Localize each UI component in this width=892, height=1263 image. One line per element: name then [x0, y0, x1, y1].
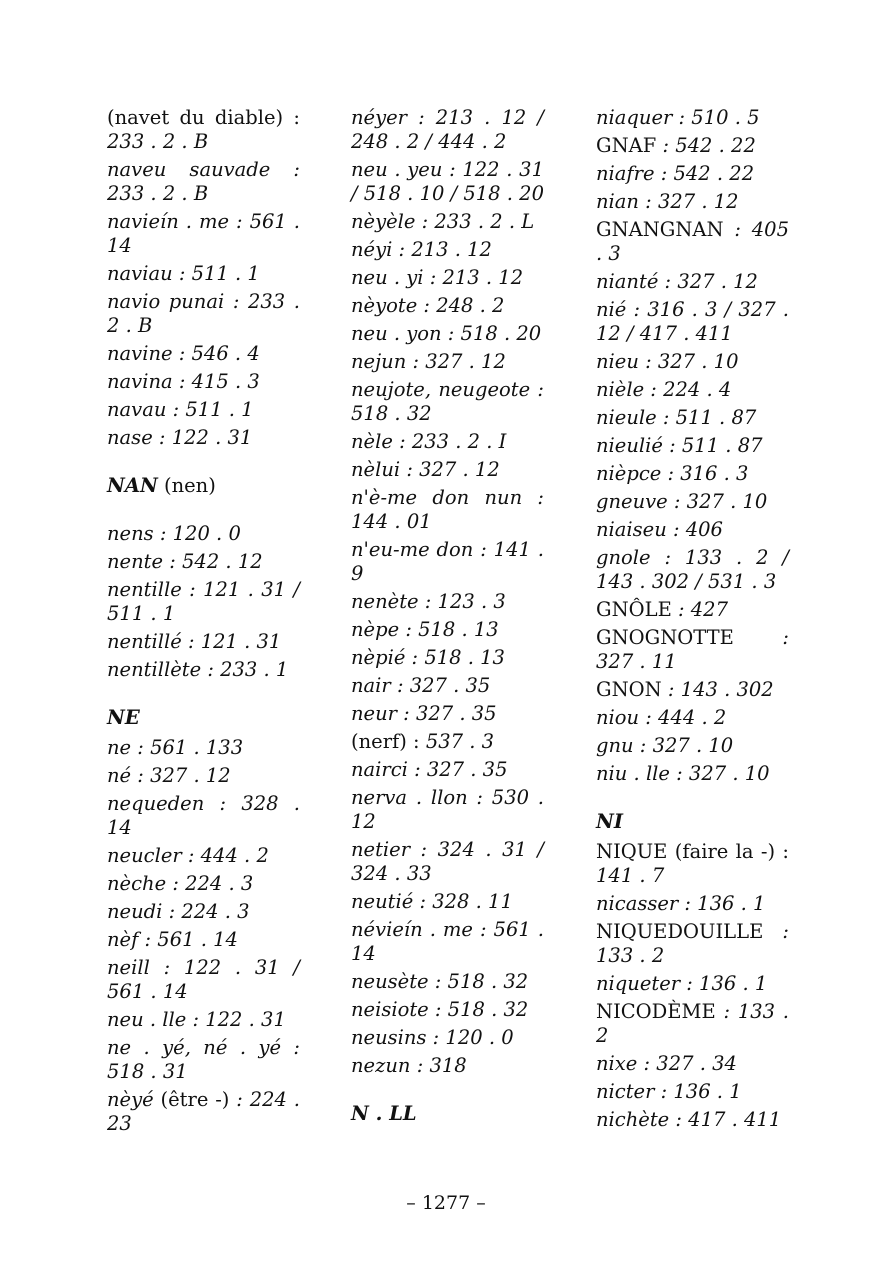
- index-entry: [107, 928, 300, 952]
- index-entry: [351, 294, 544, 318]
- entry-text: nerva . llon : 530 . 12: [351, 786, 544, 833]
- index-column-3: [596, 106, 789, 1136]
- index-entry: [351, 998, 544, 1022]
- entry-text: nentillé : 121 . 31: [107, 630, 282, 653]
- index-entry: [107, 550, 300, 574]
- index-entry: [596, 350, 789, 374]
- entry-text: GNON: [596, 678, 662, 701]
- entry-text: nèyèle : 233 . 2 . L: [351, 210, 535, 233]
- entry-text: neu . lle : 122 . 31: [107, 1008, 286, 1031]
- entry-text: nenète : 123 . 3: [351, 590, 506, 613]
- entry-text: nèpe : 518 . 13: [351, 618, 499, 641]
- index-entry: [596, 1108, 789, 1132]
- index-entry: [107, 764, 300, 788]
- index-entry: [107, 290, 300, 338]
- entry-text: neu . yon : 518 . 20: [351, 322, 542, 345]
- index-entry: [596, 734, 789, 758]
- entry-text: naveu sauvade : 233 . 2 . B: [107, 158, 300, 205]
- heading-text: NI: [596, 810, 623, 833]
- entry-text: nezun : 318: [351, 1054, 467, 1077]
- entry-text: n'eu-me don : 141 . 9: [351, 538, 544, 585]
- entry-text: navau : 511 . 1: [107, 398, 254, 421]
- index-entry: [107, 1008, 300, 1032]
- heading-text: N . LL: [351, 1102, 417, 1125]
- entry-text: : 133 . 2: [596, 920, 789, 967]
- index-entry: [351, 1054, 544, 1078]
- index-entry: [596, 626, 789, 674]
- index-entry: [596, 406, 789, 430]
- entry-text: neu . yi : 213 . 12: [351, 266, 524, 289]
- index-entry: [351, 786, 544, 834]
- entry-text: : 143 . 302: [661, 678, 774, 701]
- entry-text: nèf : 561 . 14: [107, 928, 238, 951]
- entry-text: neucler : 444 . 2: [107, 844, 269, 867]
- index-entry: [351, 618, 544, 642]
- entry-text: 233 . 2 . B: [107, 130, 209, 153]
- index-entry: [596, 218, 789, 266]
- index-entry: [596, 706, 789, 730]
- entry-text: : 224 . 23: [107, 1088, 300, 1135]
- index-entry: [107, 522, 300, 546]
- index-entry: [107, 342, 300, 366]
- entry-text: navine : 546 . 4: [107, 342, 260, 365]
- index-entry: [107, 1036, 300, 1084]
- entry-text: nié : 316 . 3 / 327 . 12 / 417 . 411: [596, 298, 789, 345]
- page-number: – 1277 –: [406, 1192, 486, 1214]
- entry-text: nièle : 224 . 4: [596, 378, 732, 401]
- index-entry: [351, 890, 544, 914]
- index-entry: [596, 462, 789, 486]
- entry-text: : 542 . 22: [656, 134, 756, 157]
- entry-text: neu . yeu : 122 . 31 / 518 . 10 / 518 . 20: [351, 158, 544, 205]
- entry-text: nèlui : 327 . 12: [351, 458, 500, 481]
- index-entry: [107, 736, 300, 760]
- index-entry: [107, 426, 300, 450]
- entry-text: : 133 . 2: [596, 1000, 789, 1047]
- entry-text: nentille : 121 . 31 / 511 . 1: [107, 578, 300, 625]
- heading-text: NAN: [107, 474, 158, 497]
- index-entry: [107, 844, 300, 868]
- index-entry: [107, 262, 300, 286]
- index-entry: [596, 598, 789, 622]
- entry-text: névieín . me : 561 . 14: [351, 918, 544, 965]
- index-entry: [351, 730, 544, 754]
- index-entry: [351, 106, 544, 154]
- index-entry: [107, 900, 300, 924]
- entry-text: 141 . 7: [596, 864, 665, 887]
- index-column-2: [351, 106, 544, 1132]
- entry-text: nequeden : 328 . 14: [107, 792, 300, 839]
- index-entry: [107, 872, 300, 896]
- index-entry: [596, 162, 789, 186]
- index-column-1: [107, 106, 300, 1140]
- entry-text: neujote, neugeote : 518 . 32: [351, 378, 544, 425]
- index-entry: [351, 430, 544, 454]
- entry-text: nèche : 224 . 3: [107, 872, 254, 895]
- index-entry: [596, 972, 789, 996]
- index-entry: [596, 270, 789, 294]
- entry-text: netier : 324 . 31 / 324 . 33: [351, 838, 544, 885]
- entry-text: nicasser : 136 . 1: [596, 892, 766, 915]
- entry-text: nèle : 233 . 2 . I: [351, 430, 507, 453]
- index-entry: [107, 106, 300, 154]
- entry-text: nieulié : 511 . 87: [596, 434, 763, 457]
- index-entry: [596, 892, 789, 916]
- entry-text: naviau : 511 . 1: [107, 262, 260, 285]
- entry-text: navio punai : 233 . 2 . B: [107, 290, 300, 337]
- index-entry: [107, 398, 300, 422]
- entry-text: niqueter : 136 . 1: [596, 972, 768, 995]
- index-entry: [351, 210, 544, 234]
- index-entry: [107, 210, 300, 258]
- entry-text: nair : 327 . 35: [351, 674, 491, 697]
- index-entry: [107, 956, 300, 1004]
- section-heading: [351, 1102, 544, 1126]
- entry-text: niou : 444 . 2: [596, 706, 727, 729]
- index-entry: [596, 762, 789, 786]
- entry-text: nens : 120 . 0: [107, 522, 241, 545]
- entry-text: n'è-me don nun : 144 . 01: [351, 486, 544, 533]
- entry-text: neill : 122 . 31 / 561 . 14: [107, 956, 300, 1003]
- entry-text: neur : 327 . 35: [351, 702, 497, 725]
- index-entry: [351, 266, 544, 290]
- entry-text: (navet du diable) :: [107, 106, 300, 129]
- index-entry: [596, 490, 789, 514]
- entry-text: nèpié : 518 . 13: [351, 646, 505, 669]
- index-entry: [596, 678, 789, 702]
- index-entry: [351, 646, 544, 670]
- index-entry: [107, 1088, 300, 1136]
- index-entry: [107, 792, 300, 840]
- entry-text: : 427: [671, 598, 728, 621]
- index-entry: [596, 134, 789, 158]
- entry-text: néyi : 213 . 12: [351, 238, 492, 261]
- entry-text: : 405 . 3: [596, 218, 789, 265]
- entry-text: 537 . 3: [419, 730, 495, 753]
- entry-text: niu . lle : 327 . 10: [596, 762, 770, 785]
- index-entry: [351, 838, 544, 886]
- entry-text: néyer : 213 . 12 / 248 . 2 / 444 . 2: [351, 106, 544, 153]
- index-entry: [351, 1026, 544, 1050]
- entry-text: GNAF: [596, 134, 657, 157]
- entry-text: NIQUEDOUILLE: [596, 920, 764, 943]
- index-entry: [596, 298, 789, 346]
- entry-text: nejun : 327 . 12: [351, 350, 506, 373]
- entry-text: nèyote : 248 . 2: [351, 294, 505, 317]
- index-entry: [351, 458, 544, 482]
- index-entry: [107, 630, 300, 654]
- entry-text: neutié : 328 . 11: [351, 890, 513, 913]
- entry-text: neusins : 120 . 0: [351, 1026, 514, 1049]
- index-entry: [351, 486, 544, 534]
- entry-text: nicter : 136 . 1: [596, 1080, 742, 1103]
- index-entry: [351, 702, 544, 726]
- index-entry: [351, 590, 544, 614]
- index-entry: [596, 840, 789, 888]
- entry-text: NIQUE (faire la -) :: [596, 840, 789, 863]
- entry-text: nèyé: [107, 1088, 161, 1111]
- section-heading: [107, 474, 300, 498]
- index-entry: [351, 538, 544, 586]
- entry-text: neudi : 224 . 3: [107, 900, 250, 923]
- entry-text: navieín . me : 561 . 14: [107, 210, 300, 257]
- index-entry: [596, 920, 789, 968]
- entry-text: nente : 542 . 12: [107, 550, 263, 573]
- entry-text: niaiseu : 406: [596, 518, 723, 541]
- entry-text: nièpce : 316 . 3: [596, 462, 749, 485]
- entry-text: neusète : 518 . 32: [351, 970, 529, 993]
- index-entry: [596, 1080, 789, 1104]
- index-entry: [107, 158, 300, 206]
- entry-text: gnole : 133 . 2 / 143 . 302 / 531 . 3: [596, 546, 789, 593]
- entry-text: nianté : 327 . 12: [596, 270, 758, 293]
- index-entry: [596, 378, 789, 402]
- index-entry: [351, 970, 544, 994]
- index-entry: [107, 658, 300, 682]
- entry-text: nairci : 327 . 35: [351, 758, 508, 781]
- index-entry: [351, 238, 544, 262]
- index-entry: [596, 1000, 789, 1048]
- entry-text: niaquer : 510 . 5: [596, 106, 760, 129]
- index-entry: [596, 106, 789, 130]
- entry-text: né : 327 . 12: [107, 764, 231, 787]
- entry-text: ne . yé, né . yé : 518 . 31: [107, 1036, 300, 1083]
- index-entry: [351, 918, 544, 966]
- index-entry: [351, 322, 544, 346]
- entry-text: navina : 415 . 3: [107, 370, 260, 393]
- index-entry: [107, 370, 300, 394]
- index-entry: [351, 158, 544, 206]
- index-entry: [596, 546, 789, 594]
- index-entry: [107, 578, 300, 626]
- entry-text: neisiote : 518 . 32: [351, 998, 529, 1021]
- index-entry: [351, 378, 544, 426]
- entry-text: nixe : 327 . 34: [596, 1052, 737, 1075]
- index-entry: [596, 518, 789, 542]
- index-entry: [596, 434, 789, 458]
- section-heading: [107, 706, 300, 730]
- entry-text: GNÔLE: [596, 598, 672, 621]
- entry-text: gneuve : 327 . 10: [596, 490, 768, 513]
- heading-text: NE: [107, 706, 140, 729]
- entry-text: : 327 . 11: [596, 626, 789, 673]
- index-entry: [351, 758, 544, 782]
- entry-text: nentillète : 233 . 1: [107, 658, 289, 681]
- entry-text: nian : 327 . 12: [596, 190, 739, 213]
- index-entry: [596, 190, 789, 214]
- entry-text: gnu : 327 . 10: [596, 734, 734, 757]
- index-entry: [351, 674, 544, 698]
- heading-text: (nen): [157, 474, 216, 497]
- section-heading: [596, 810, 789, 834]
- entry-text: GNOGNOTTE: [596, 626, 734, 649]
- entry-text: niafre : 542 . 22: [596, 162, 755, 185]
- index-entry: [351, 350, 544, 374]
- entry-text: NICODÈME: [596, 1000, 716, 1023]
- entry-text: (être -): [160, 1088, 230, 1111]
- entry-text: nieu : 327 . 10: [596, 350, 739, 373]
- index-entry: [596, 1052, 789, 1076]
- entry-text: (nerf) :: [351, 730, 420, 753]
- entry-text: nichète : 417 . 411: [596, 1108, 782, 1131]
- entry-text: nieule : 511 . 87: [596, 406, 757, 429]
- entry-text: ne : 561 . 133: [107, 736, 244, 759]
- entry-text: nase : 122 . 31: [107, 426, 253, 449]
- entry-text: GNANGNAN: [596, 218, 724, 241]
